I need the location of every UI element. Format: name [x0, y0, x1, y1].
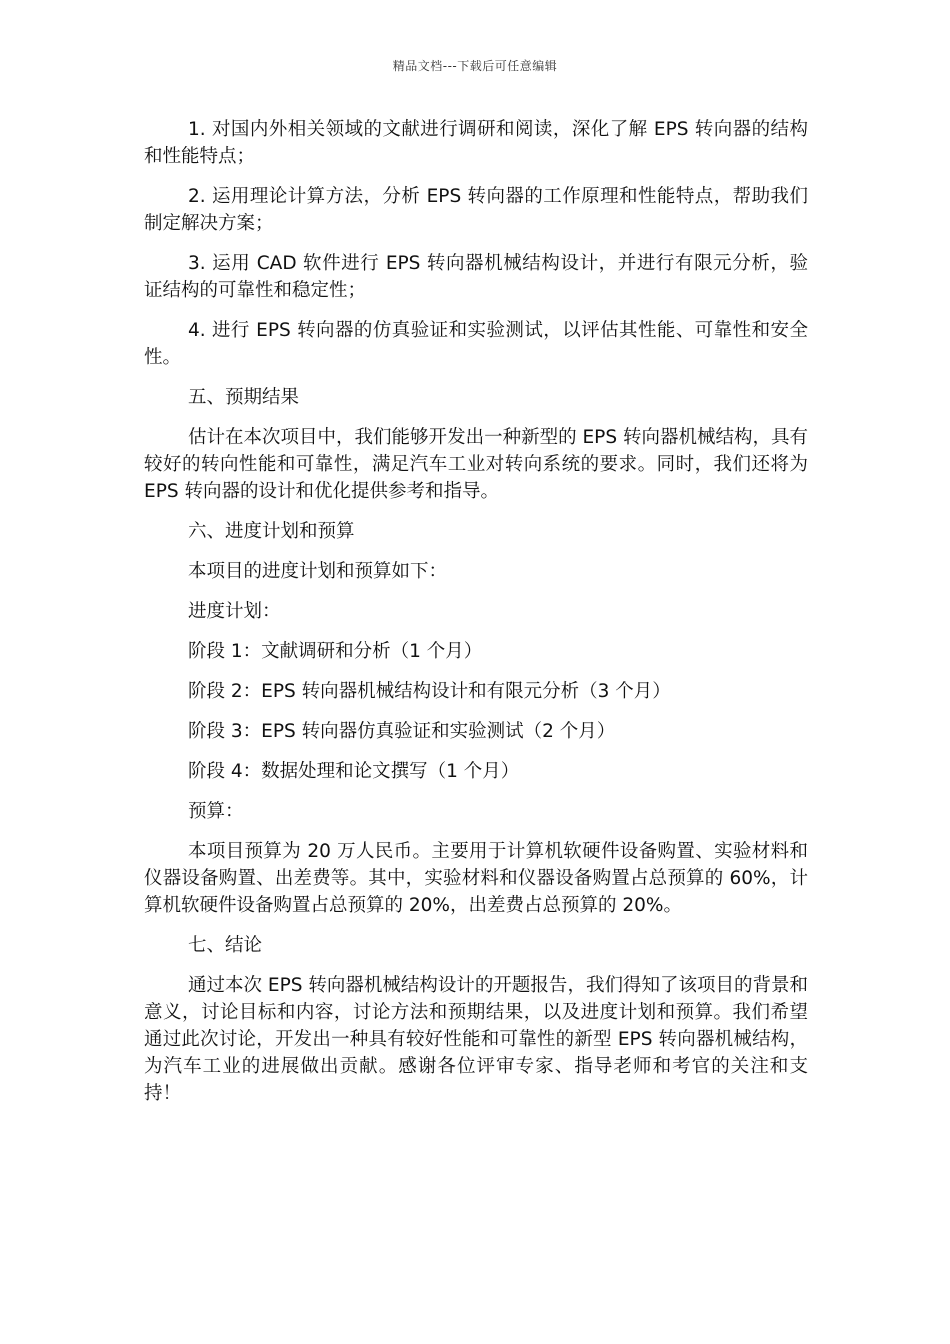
schedule-stage-2: 阶段 2：EPS 转向器机械结构设计和有限元分析（3 个月）: [188, 681, 671, 702]
expected-results-paragraph: 估计在本次项目中，我们能够开发出一种新型的 EPS 转向器机械结构，具有较好的转向性能和可靠性，满足汽车工业对转向系统的要求。同时，我们还将为 EPS 转向器的设计和优化提供参考和指导。: [144, 427, 808, 502]
schedule-label: 进度计划：: [188, 601, 281, 622]
schedule-stage-1: 阶段 1：文献调研和分析（1 个月）: [188, 641, 483, 662]
section-heading-expected-results: 五、预期结果: [188, 387, 300, 408]
page-header: 精品文档---下载后可任意编辑: [392, 59, 558, 73]
schedule-stage-3: 阶段 3：EPS 转向器仿真验证和实验测试（2 个月）: [188, 721, 616, 742]
section-heading-schedule-budget: 六、进度计划和预算: [188, 521, 355, 542]
method-item-3: 3. 运用 CAD 软件进行 EPS 转向器机械结构设计，并进行有限元分析，验证结构的可靠性和稳定性；: [144, 253, 808, 301]
document-body: [144, 116, 808, 1120]
schedule-stage-4: 阶段 4：数据处理和论文撰写（1 个月）: [188, 761, 520, 782]
method-item-1: 1. 对国内外相关领域的文献进行调研和阅读，深化了解 EPS 转向器的结构和性能特点；: [144, 119, 808, 167]
method-item-4: 4. 进行 EPS 转向器的仿真验证和实验测试，以评估其性能、可靠性和安全性。: [144, 320, 808, 368]
budget-paragraph: 本项目预算为 20 万人民币。主要用于计算机软硬件设备购置、实验材料和仪器设备购置、出差费等。其中，实验材料和仪器设备购置占总预算的 60%，计算机软硬件设备购置占总预算的 20%，出差费占总预算的 20%。: [144, 841, 808, 916]
method-item-2: 2. 运用理论计算方法，分析 EPS 转向器的工作原理和性能特点，帮助我们制定解决方案；: [144, 186, 808, 234]
budget-label: 预算：: [188, 801, 244, 822]
conclusion-paragraph: 通过本次 EPS 转向器机械结构设计的开题报告，我们得知了该项目的背景和意义，讨论目标和内容，讨论方法和预期结果，以及进度计划和预算。我们希望通过此次讨论，开发出一种具有较好性能和可靠性的新型 EPS 转向器机械结构，为汽车工业的进展做出贡献。感谢各位评审专家、指导老师和考官的关注和支持！: [144, 975, 808, 1104]
schedule-budget-intro: 本项目的进度计划和预算如下：: [188, 561, 448, 582]
section-heading-conclusion: 七、结论: [188, 935, 263, 956]
